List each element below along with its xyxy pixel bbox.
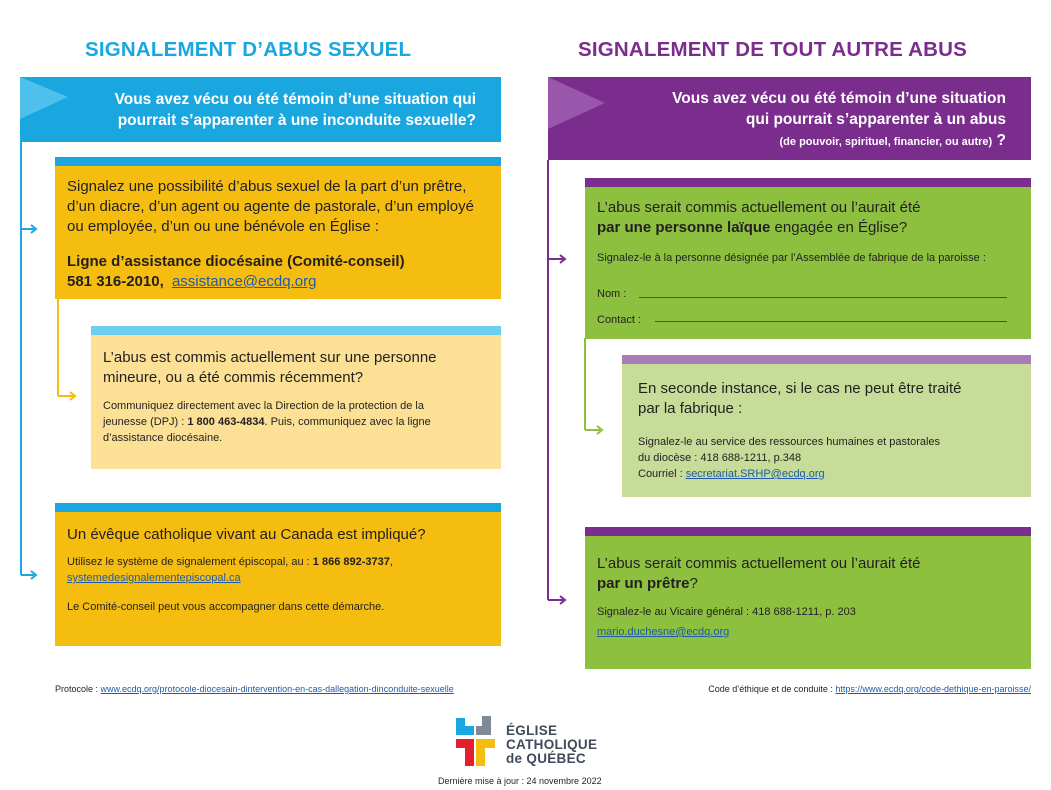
- srhp-text-line2: du diocèse : 418 688-1211, p.348: [638, 452, 802, 464]
- logo-cross-icon: [452, 716, 498, 768]
- left-question-banner: [20, 77, 501, 142]
- dpj-text-line1: Communiquez directement avec la Direction de la protection de la: [103, 400, 424, 412]
- bishop-phone: 1 866 892-3737: [312, 556, 390, 568]
- left-box-minor: [91, 326, 501, 469]
- bishop-question: Un évêque catholique vivant au Canada est impliqué?: [67, 526, 426, 543]
- box-top-strip: [622, 355, 1031, 364]
- assistance-phone: 581 316-2010,: [67, 273, 164, 290]
- priest-line2-bold: par un prêtre: [597, 575, 690, 592]
- srhp-email-label: Courriel :: [638, 468, 686, 480]
- right-question-line1: Vous avez vécu ou été témoin d’une situation: [672, 90, 1006, 107]
- vicar-text: Signalez-le au Vicaire général : 418 688-1211, p. 203: [597, 606, 856, 618]
- left-box-bishop: [55, 503, 501, 646]
- code-label: Code d’éthique et de conduite :: [708, 684, 836, 694]
- box-top-strip: [585, 527, 1031, 536]
- priest-line1: L’abus serait commis actuellement ou l’aurait été: [597, 555, 921, 572]
- minor-question-line1: L’abus est commis actuellement sur une personne: [103, 349, 437, 366]
- box-top-strip: [585, 178, 1031, 187]
- bishop-text-a: Utilisez le système de signalement épiscopal, au :: [67, 556, 313, 568]
- left-question-line1: Vous avez vécu ou été témoin d’une situation qui: [114, 91, 476, 108]
- left-title: SIGNALEMENT D’ABUS SEXUEL: [85, 38, 412, 61]
- right-question-line2: qui pourrait s’apparenter à un abus: [745, 111, 1006, 128]
- assistance-line-title: Ligne d’assistance diocésaine (Comité-conseil): [67, 253, 405, 270]
- right-box-priest: [585, 527, 1031, 669]
- srhp-email-link[interactable]: secretariat.SRHP@ecdq.org: [685, 468, 825, 480]
- second-question-line1: En seconde instance, si le cas ne peut être traité: [638, 380, 962, 397]
- dpj-phone: 1 800 463-4834: [187, 416, 265, 428]
- right-question-banner: [548, 77, 1031, 160]
- protocol-footer: [55, 684, 454, 694]
- second-question-line2: par la fabrique :: [638, 400, 743, 417]
- right-box-lay-person: [585, 178, 1031, 339]
- box-top-strip: [55, 503, 501, 512]
- banner-arrow-shape: [548, 77, 608, 160]
- contact-label: Contact :: [597, 314, 642, 326]
- logo-line1: ÉGLISE: [506, 723, 558, 738]
- lay-instruction: Signalez-le à la personne désignée par l’Assemblée de fabrique de la paroisse :: [597, 252, 986, 264]
- box1-text-line3: ou employée, d’un ou une bénévole en Église :: [67, 218, 379, 235]
- code-link[interactable]: https://www.ecdq.org/code-dethique-en-paroisse/: [835, 684, 1031, 694]
- box-top-strip: [55, 157, 501, 166]
- banner-arrow-shape: [20, 77, 72, 142]
- lay-line1: L’abus serait commis actuellement ou l’aurait été: [597, 199, 921, 216]
- right-question-small: (de pouvoir, spirituel, financier, ou autre): [779, 136, 993, 148]
- dpj-text-line3: d’assistance diocésaine.: [103, 432, 223, 444]
- dpj-text-a: jeunesse (DPJ) :: [103, 416, 188, 428]
- committee-note: Le Comité-conseil peut vous accompagner dans cette démarche.: [67, 601, 385, 613]
- right-question-mark: ?: [996, 132, 1006, 149]
- nom-label: Nom :: [597, 288, 627, 300]
- logo-wordmark: [506, 724, 597, 766]
- dpj-text-b: . Puis, communiquez avec la ligne: [264, 416, 431, 428]
- lay-line2-rest: engagée en Église?: [770, 219, 908, 236]
- episcopal-system-link[interactable]: systemedesignalementepiscopal.ca: [67, 572, 241, 584]
- bishop-text-b: ,: [389, 556, 393, 568]
- srhp-text-line1: Signalez-le au service des ressources humaines et pastorales: [638, 436, 941, 448]
- priest-line2-rest: ?: [689, 575, 698, 592]
- assistance-email-link[interactable]: assistance@ecdq.org: [171, 273, 317, 290]
- box1-text-line1: Signalez une possibilité d’abus sexuel de la part d’un prêtre,: [67, 178, 467, 195]
- left-box-diocesan-line: [55, 157, 501, 299]
- box-top-strip: [91, 326, 501, 335]
- protocol-link[interactable]: www.ecdq.org/protocole-diocesain-dintervention-en-cas-dallegation-dinconduite-sexuelle: [100, 684, 454, 694]
- vicar-email-link[interactable]: mario.duchesne@ecdq.org: [597, 626, 730, 638]
- code-footer: [708, 684, 1031, 694]
- lay-line2-bold: par une personne laïque: [597, 219, 771, 236]
- minor-question-line2: mineure, ou a été commis récemment?: [103, 369, 364, 386]
- protocol-label: Protocole :: [55, 684, 101, 694]
- right-box-second-instance: [622, 355, 1031, 497]
- nom-field-line[interactable]: [639, 297, 1007, 298]
- last-updated: Dernière mise à jour : 24 novembre 2022: [438, 776, 602, 786]
- logo-line2: CATHOLIQUE: [506, 737, 598, 752]
- left-question-line2: pourrait s’apparenter à une inconduite sexuelle?: [117, 112, 476, 129]
- right-title: SIGNALEMENT DE TOUT AUTRE ABUS: [578, 38, 968, 61]
- logo-line3: de QUÉBEC: [506, 751, 586, 766]
- box1-text-line2: d’un diacre, d’un agent ou agente de pastorale, d’un employé: [67, 198, 474, 215]
- contact-field-line[interactable]: [655, 321, 1007, 322]
